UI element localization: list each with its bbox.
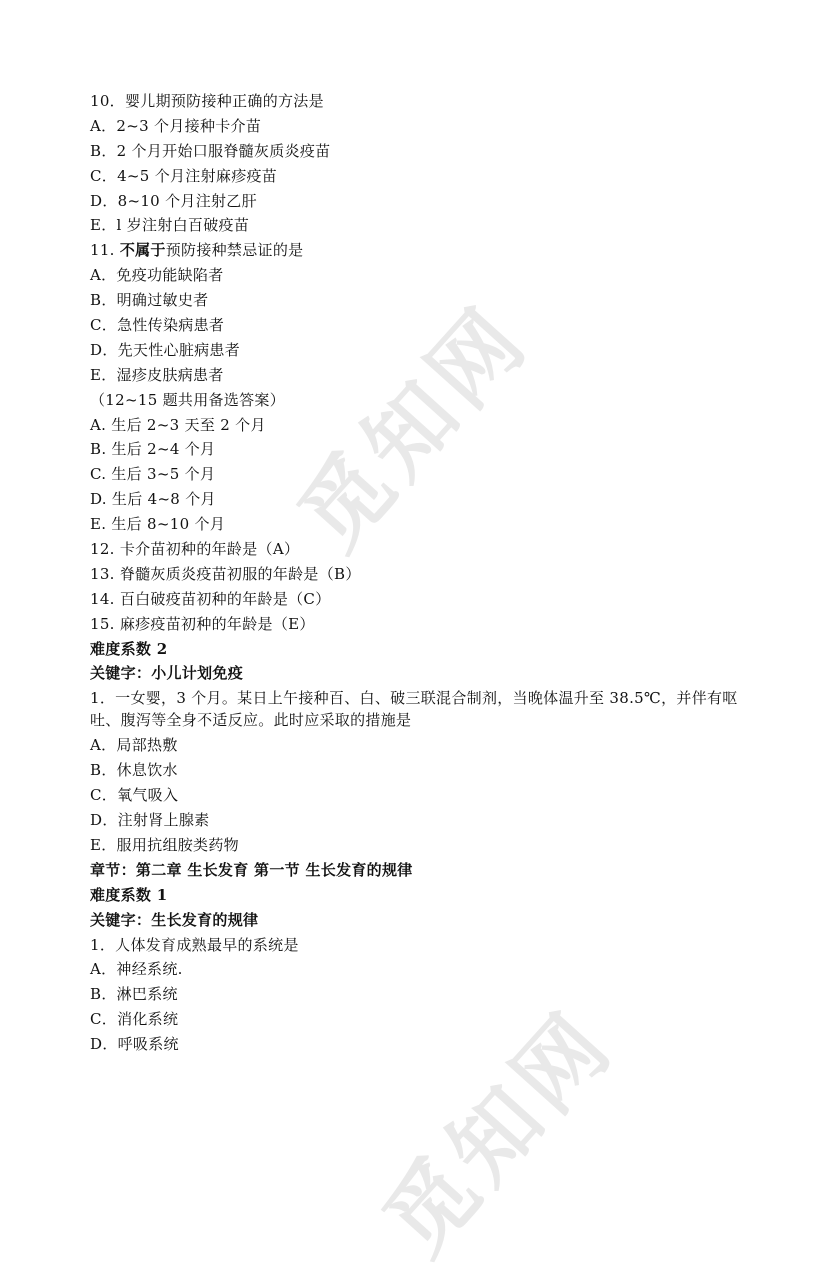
question-1: 1．人体发育成熟最早的系统是 [90,935,299,954]
option-d: D．8~10 个月注射乙肝 [90,191,257,210]
question-12: 12. 卡介苗初种的年龄是（A） [90,540,300,559]
option-e: E．l 岁注射白百破疫苗 [90,216,250,235]
difficulty-heading: 难度系数 2 [90,639,168,658]
option-d: D．呼吸系统 [90,1035,179,1054]
question-15: 15. 麻疹疫苗初种的年龄是（E） [90,614,315,633]
option-c: C. 生后 3~5 个月 [90,465,216,484]
option-b: B. 生后 2~4 个月 [90,440,216,459]
option-b: B．2 个月开始口服脊髓灰质炎疫苗 [90,141,331,160]
question-10: 10．婴儿期预防接种正确的方法是 [90,92,324,110]
option-c: C．消化系统 [90,1010,179,1029]
question-13: 13. 脊髓灰质炎疫苗初服的年龄是（B） [90,564,361,583]
option-d: D．先天性心脏病患者 [90,340,241,359]
option-a: A. 生后 2~3 天至 2 个月 [90,415,266,434]
question-text: 预防接种禁忌证的是 [165,241,304,260]
question-number: 11. [90,241,120,260]
emphasis-text: 不属于 [119,241,166,260]
watermark: 觅知网 [364,990,634,1274]
option-d: D．注射肾上腺素 [90,811,210,830]
option-d: D. 生后 4~8 个月 [90,490,216,509]
option-e: E. 生后 8~10 个月 [90,515,226,534]
watermark: 觅知网 [279,285,549,569]
option-b: B．休息饮水 [90,761,178,780]
question-11 [90,238,750,263]
shared-options-note: （12~15 题共用备选答案） [90,390,286,409]
keyword-heading: 关键字：生长发育的规律 [90,910,259,929]
option-b: B．明确过敏史者 [90,291,209,310]
option-a: A．局部热敷 [90,736,178,755]
question-14: 14. 百白破疫苗初种的年龄是（C） [90,589,331,608]
question-1: 1．一女婴，3 个月。某日上午接种百、白、破三联混合制剂，当晚体温升至 38.5℃，并伴有呕吐、腹泻等全身不适反应。此时应采取的措施是 [90,689,738,730]
keyword-heading: 关键字：小儿计划免疫 [90,664,244,683]
document-body [90,89,750,1057]
option-e: E．服用抗组胺类药物 [90,835,239,854]
option-a: A．神经系统. [90,960,183,979]
option-a: A．免疫功能缺陷者 [90,266,224,285]
option-b: B．淋巴系统 [90,985,178,1004]
option-a: A．2~3 个月接种卡介苗 [90,116,262,135]
difficulty-heading: 难度系数 1 [90,885,168,904]
option-c: C．4~5 个月注射麻疹疫苗 [90,166,278,185]
option-c: C．急性传染病患者 [90,316,225,335]
chapter-heading: 章节：第二章 生长发育 第一节 生长发育的规律 [90,860,413,879]
option-e: E．湿疹皮肤病患者 [90,365,224,384]
option-c: C．氧气吸入 [90,786,179,805]
